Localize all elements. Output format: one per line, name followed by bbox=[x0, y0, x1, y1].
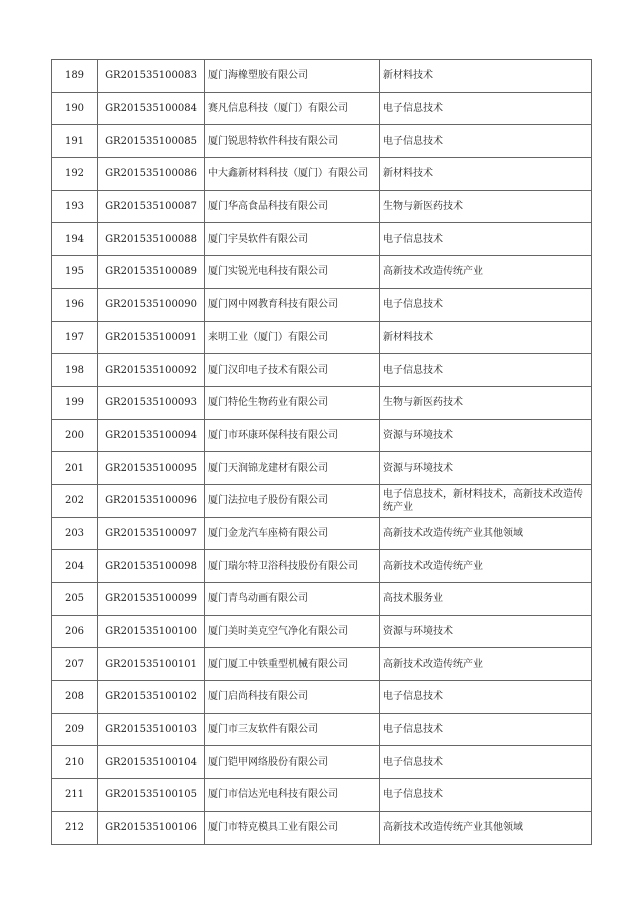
table-row bbox=[52, 223, 592, 256]
certificate-code-cell: GR201535100083 bbox=[98, 60, 205, 93]
row-number-cell: 198 bbox=[52, 354, 98, 387]
row-number-cell: 192 bbox=[52, 158, 98, 191]
table-row bbox=[52, 583, 592, 616]
row-number-cell: 199 bbox=[52, 386, 98, 419]
technology-field-cell: 电子信息技术 bbox=[380, 779, 592, 812]
row-number-cell: 211 bbox=[52, 779, 98, 812]
table-row bbox=[52, 190, 592, 223]
row-number-cell: 200 bbox=[52, 419, 98, 452]
company-name-cell: 厦门铠甲网络股份有限公司 bbox=[205, 746, 380, 779]
technology-field-cell: 电子信息技术 bbox=[380, 125, 592, 158]
row-number-cell: 193 bbox=[52, 190, 98, 223]
certificate-code-cell: GR201535100098 bbox=[98, 550, 205, 583]
row-number-cell: 190 bbox=[52, 92, 98, 125]
row-number-cell: 207 bbox=[52, 648, 98, 681]
table-row bbox=[52, 681, 592, 714]
certificate-code-cell: GR201535100086 bbox=[98, 158, 205, 191]
technology-field-cell: 高新技术改造传统产业 bbox=[380, 256, 592, 289]
table-row bbox=[52, 386, 592, 419]
row-number-cell: 210 bbox=[52, 746, 98, 779]
company-name-cell: 厦门天润锦龙建材有限公司 bbox=[205, 452, 380, 485]
certificate-code-cell: GR201535100097 bbox=[98, 517, 205, 550]
row-number-cell: 191 bbox=[52, 125, 98, 158]
table-row bbox=[52, 746, 592, 779]
row-number-cell: 206 bbox=[52, 615, 98, 648]
company-name-cell: 厦门启尚科技有限公司 bbox=[205, 681, 380, 714]
company-name-cell: 厦门青鸟动画有限公司 bbox=[205, 583, 380, 616]
company-name-cell: 厦门特伦生物药业有限公司 bbox=[205, 386, 380, 419]
company-name-cell: 厦门锐思特软件科技有限公司 bbox=[205, 125, 380, 158]
row-number-cell: 205 bbox=[52, 583, 98, 616]
certificate-code-cell: GR201535100093 bbox=[98, 386, 205, 419]
certificate-code-cell: GR201535100092 bbox=[98, 354, 205, 387]
company-name-cell: 厦门实锐光电科技有限公司 bbox=[205, 256, 380, 289]
row-number-cell: 203 bbox=[52, 517, 98, 550]
company-name-cell: 厦门法拉电子股份有限公司 bbox=[205, 484, 380, 517]
technology-field-cell: 电子信息技术 bbox=[380, 681, 592, 714]
table-row bbox=[52, 779, 592, 812]
certificate-code-cell: GR201535100085 bbox=[98, 125, 205, 158]
company-name-cell: 厦门市环康环保科技有限公司 bbox=[205, 419, 380, 452]
table-row bbox=[52, 452, 592, 485]
company-name-cell: 厦门厦工中铁重型机械有限公司 bbox=[205, 648, 380, 681]
certificate-code-cell: GR201535100103 bbox=[98, 713, 205, 746]
company-name-cell: 厦门网中网教育科技有限公司 bbox=[205, 288, 380, 321]
technology-field-cell: 资源与环境技术 bbox=[380, 615, 592, 648]
table-row bbox=[52, 419, 592, 452]
table-row bbox=[52, 256, 592, 289]
company-name-cell: 赛凡信息科技（厦门）有限公司 bbox=[205, 92, 380, 125]
certificate-code-cell: GR201535100087 bbox=[98, 190, 205, 223]
row-number-cell: 209 bbox=[52, 713, 98, 746]
certificate-code-cell: GR201535100094 bbox=[98, 419, 205, 452]
row-number-cell: 196 bbox=[52, 288, 98, 321]
technology-field-cell: 电子信息技术 bbox=[380, 746, 592, 779]
table-row bbox=[52, 125, 592, 158]
certificate-code-cell: GR201535100084 bbox=[98, 92, 205, 125]
table-row bbox=[52, 288, 592, 321]
technology-field-cell: 高新技术改造传统产业其他领域 bbox=[380, 811, 592, 844]
company-name-cell: 厦门宇昊软件有限公司 bbox=[205, 223, 380, 256]
row-number-cell: 204 bbox=[52, 550, 98, 583]
certificate-code-cell: GR201535100089 bbox=[98, 256, 205, 289]
table-row bbox=[52, 321, 592, 354]
certificate-code-cell: GR201535100088 bbox=[98, 223, 205, 256]
company-name-cell: 厦门瑞尔特卫浴科技股份有限公司 bbox=[205, 550, 380, 583]
company-name-cell: 中大鑫新材料科技（厦门）有限公司 bbox=[205, 158, 380, 191]
row-number-cell: 194 bbox=[52, 223, 98, 256]
company-name-cell: 厦门美时美克空气净化有限公司 bbox=[205, 615, 380, 648]
technology-field-cell: 高新技术改造传统产业 bbox=[380, 550, 592, 583]
certificate-code-cell: GR201535100106 bbox=[98, 811, 205, 844]
certificate-code-cell: GR201535100101 bbox=[98, 648, 205, 681]
technology-field-cell: 生物与新医药技术 bbox=[380, 386, 592, 419]
technology-field-cell: 生物与新医药技术 bbox=[380, 190, 592, 223]
company-name-cell: 厦门市特克模具工业有限公司 bbox=[205, 811, 380, 844]
technology-field-cell: 新材料技术 bbox=[380, 60, 592, 93]
table-body bbox=[52, 60, 592, 845]
company-name-cell: 厦门市信达光电科技有限公司 bbox=[205, 779, 380, 812]
row-number-cell: 208 bbox=[52, 681, 98, 714]
technology-field-cell: 电子信息技术 bbox=[380, 92, 592, 125]
row-number-cell: 201 bbox=[52, 452, 98, 485]
technology-field-cell: 新材料技术 bbox=[380, 321, 592, 354]
company-name-cell: 厦门汉印电子技术有限公司 bbox=[205, 354, 380, 387]
technology-field-cell: 资源与环境技术 bbox=[380, 452, 592, 485]
certificate-code-cell: GR201535100102 bbox=[98, 681, 205, 714]
table-row bbox=[52, 615, 592, 648]
table-row bbox=[52, 713, 592, 746]
certificate-code-cell: GR201535100095 bbox=[98, 452, 205, 485]
technology-field-cell: 新材料技术 bbox=[380, 158, 592, 191]
company-name-cell: 厦门市三友软件有限公司 bbox=[205, 713, 380, 746]
company-name-cell: 厦门华高食品科技有限公司 bbox=[205, 190, 380, 223]
certificate-code-cell: GR201535100100 bbox=[98, 615, 205, 648]
row-number-cell: 202 bbox=[52, 484, 98, 517]
technology-field-cell: 电子信息技术 bbox=[380, 354, 592, 387]
table-row bbox=[52, 354, 592, 387]
row-number-cell: 197 bbox=[52, 321, 98, 354]
table-row bbox=[52, 158, 592, 191]
company-name-cell: 来明工业（厦门）有限公司 bbox=[205, 321, 380, 354]
technology-field-cell: 高新技术改造传统产业其他领域 bbox=[380, 517, 592, 550]
row-number-cell: 189 bbox=[52, 60, 98, 93]
technology-field-cell: 电子信息技术 bbox=[380, 223, 592, 256]
technology-field-cell: 电子信息技术，新材料技术，高新技术改造传统产业 bbox=[380, 484, 592, 517]
table-row bbox=[52, 60, 592, 93]
table-row bbox=[52, 550, 592, 583]
table-row bbox=[52, 517, 592, 550]
technology-field-cell: 高技术服务业 bbox=[380, 583, 592, 616]
technology-field-cell: 高新技术改造传统产业 bbox=[380, 648, 592, 681]
technology-field-cell: 资源与环境技术 bbox=[380, 419, 592, 452]
table-row bbox=[52, 484, 592, 517]
certificate-code-cell: GR201535100090 bbox=[98, 288, 205, 321]
row-number-cell: 195 bbox=[52, 256, 98, 289]
certificate-code-cell: GR201535100104 bbox=[98, 746, 205, 779]
company-name-cell: 厦门金龙汽车座椅有限公司 bbox=[205, 517, 380, 550]
certificate-code-cell: GR201535100099 bbox=[98, 583, 205, 616]
company-name-cell: 厦门海橡塑胶有限公司 bbox=[205, 60, 380, 93]
table-row bbox=[52, 811, 592, 844]
certificate-code-cell: GR201535100096 bbox=[98, 484, 205, 517]
enterprise-table bbox=[51, 59, 592, 845]
row-number-cell: 212 bbox=[52, 811, 98, 844]
certificate-code-cell: GR201535100091 bbox=[98, 321, 205, 354]
table-row bbox=[52, 92, 592, 125]
table-row bbox=[52, 648, 592, 681]
certificate-code-cell: GR201535100105 bbox=[98, 779, 205, 812]
technology-field-cell: 电子信息技术 bbox=[380, 288, 592, 321]
technology-field-cell: 电子信息技术 bbox=[380, 713, 592, 746]
